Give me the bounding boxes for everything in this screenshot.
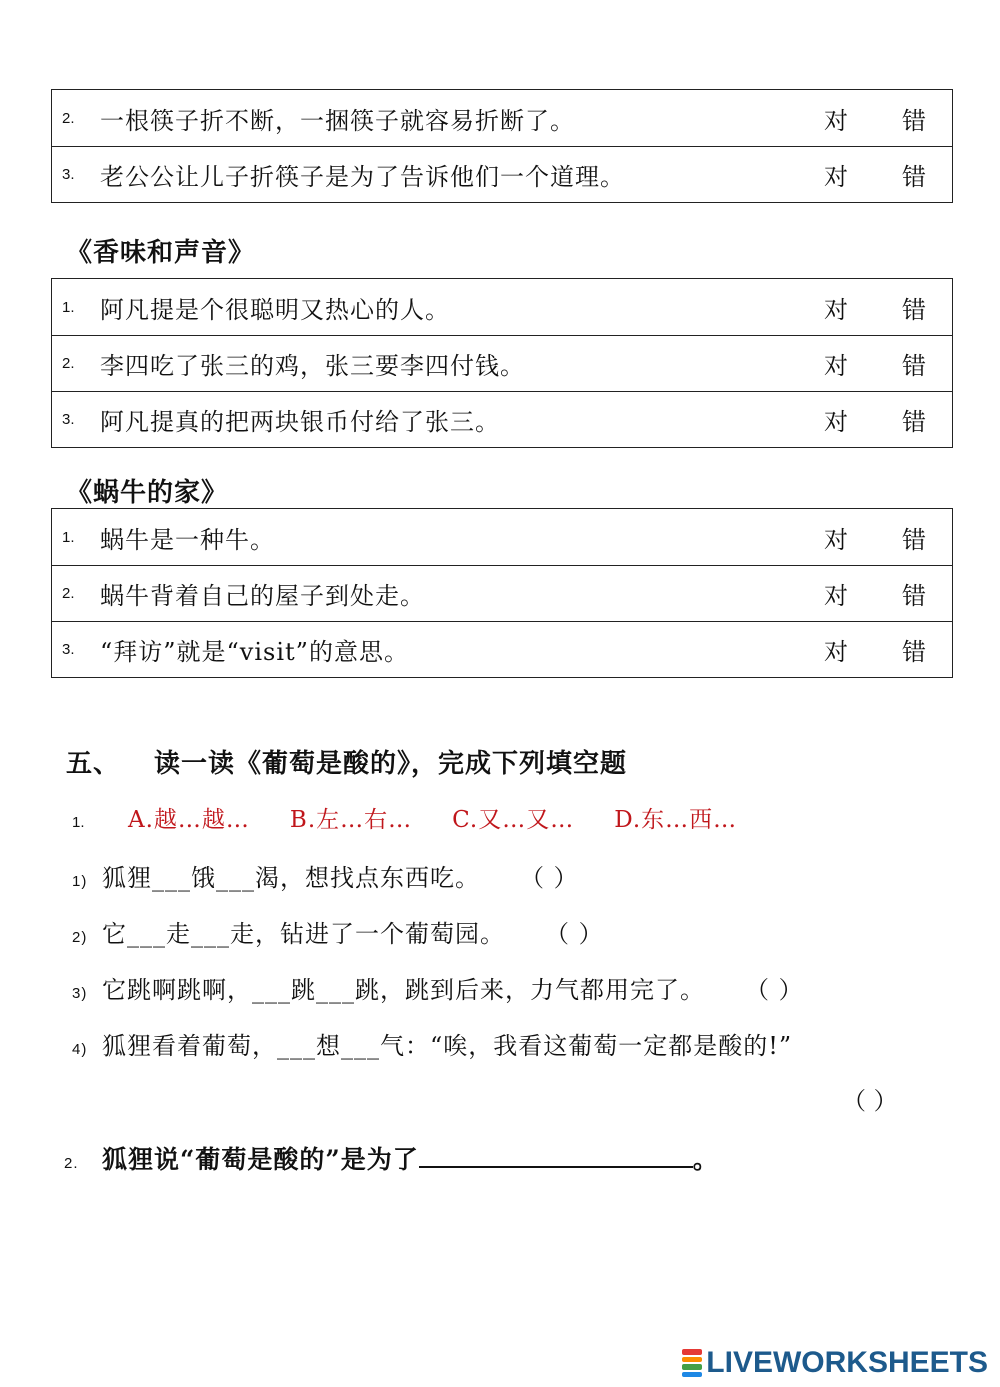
- statement: 一根筷子折不断，一捆筷子就容易折断了。: [100, 106, 575, 135]
- true-option[interactable]: 对: [824, 352, 848, 380]
- table-row: [52, 391, 952, 447]
- false-option[interactable]: 错: [902, 352, 926, 380]
- item-number: 4): [72, 1041, 88, 1058]
- fill-item-1: [72, 858, 579, 893]
- answer-options: [72, 801, 777, 834]
- question-number: 2.: [64, 1155, 79, 1172]
- question-end: 。: [692, 1145, 719, 1174]
- table-row: [52, 90, 952, 146]
- option-d: D.东…西…: [614, 807, 738, 833]
- section-title-woniu: 《蜗牛的家》: [66, 478, 229, 508]
- question-2: [64, 1140, 719, 1176]
- row-number: 2.: [62, 355, 75, 372]
- logo-text: LIVEWORKSHEETS: [706, 1346, 988, 1379]
- question-number: 1.: [72, 814, 85, 831]
- item-number: 1): [72, 873, 88, 890]
- answer-blank[interactable]: （ ）: [520, 864, 579, 892]
- false-option[interactable]: 错: [902, 295, 926, 324]
- table-row: [52, 565, 952, 621]
- table-row: [52, 279, 952, 335]
- false-option[interactable]: 错: [902, 408, 926, 436]
- answer-blank[interactable]: （ ）: [745, 976, 804, 1004]
- table-row: [52, 146, 952, 202]
- table-row: [52, 509, 952, 565]
- option-a: A.越…越…: [128, 807, 250, 833]
- true-option[interactable]: 对: [824, 638, 848, 666]
- section-title-xiangwei: 《香味和声音》: [66, 238, 256, 268]
- statement: 蜗牛是一种牛。: [100, 525, 275, 554]
- row-number: 2.: [62, 109, 75, 127]
- fill-item-2: [72, 914, 604, 949]
- section-title: 读一读《葡萄是酸的》，完成下列填空题: [154, 749, 628, 779]
- item-text: 它___走___走，钻进了一个葡萄园。: [102, 920, 505, 948]
- false-option[interactable]: 错: [902, 106, 926, 135]
- section-5-heading: [66, 743, 627, 780]
- false-option[interactable]: 错: [902, 525, 926, 554]
- liveworksheets-logo: [682, 1346, 988, 1380]
- row-number: 3.: [62, 411, 75, 428]
- false-option[interactable]: 错: [902, 163, 926, 191]
- true-false-table-2: [51, 278, 953, 448]
- true-option[interactable]: 对: [824, 295, 848, 324]
- question-text: 狐狸说“葡萄是酸的”是为了: [102, 1145, 419, 1174]
- answer-line[interactable]: [419, 1144, 693, 1168]
- row-number: 3.: [62, 166, 75, 183]
- row-number: 2.: [62, 585, 75, 602]
- table-row: [52, 335, 952, 391]
- item-text: 狐狸看着葡萄，___想___气：“唉，我看这葡萄一定都是酸的!”: [102, 1032, 793, 1060]
- item-text: 它跳啊跳啊，___跳___跳，跳到后来，力气都用完了。: [102, 976, 705, 1004]
- row-number: 1.: [62, 298, 75, 316]
- true-option[interactable]: 对: [824, 525, 848, 554]
- statement: 老公公让儿子折筷子是为了告诉他们一个道理。: [100, 163, 625, 191]
- item-number: 2): [72, 929, 88, 946]
- fill-item-3: [72, 970, 804, 1005]
- true-false-table-3: [51, 508, 953, 678]
- section-number: 五、: [66, 749, 121, 779]
- true-option[interactable]: 对: [824, 106, 848, 135]
- item-number: 3): [72, 985, 88, 1002]
- option-b: B.左…右…: [289, 807, 413, 833]
- true-option[interactable]: 对: [824, 408, 848, 436]
- table-row: [52, 621, 952, 677]
- answer-blank[interactable]: （ ）: [842, 1087, 898, 1115]
- fill-item-4: [72, 1026, 792, 1061]
- answer-blank[interactable]: （ ）: [545, 920, 604, 948]
- statement: 阿凡提是个很聪明又热心的人。: [100, 295, 450, 324]
- false-option[interactable]: 错: [902, 638, 926, 666]
- true-option[interactable]: 对: [824, 163, 848, 191]
- logo-icon: [682, 1348, 702, 1378]
- true-false-table-1: [51, 89, 953, 203]
- statement: 李四吃了张三的鸡，张三要李四付钱。: [100, 352, 525, 380]
- true-option[interactable]: 对: [824, 582, 848, 610]
- item-text: 狐狸___饿___渴，想找点东西吃。: [102, 864, 480, 892]
- statement: 阿凡提真的把两块银币付给了张三。: [100, 408, 500, 436]
- option-c: C.又…又…: [452, 807, 575, 833]
- row-number: 3.: [62, 641, 75, 658]
- statement: “拜访”就是“visit”的意思。: [100, 638, 409, 666]
- row-number: 1.: [62, 528, 75, 546]
- statement: 蜗牛背着自己的屋子到处走。: [100, 582, 425, 610]
- false-option[interactable]: 错: [902, 582, 926, 610]
